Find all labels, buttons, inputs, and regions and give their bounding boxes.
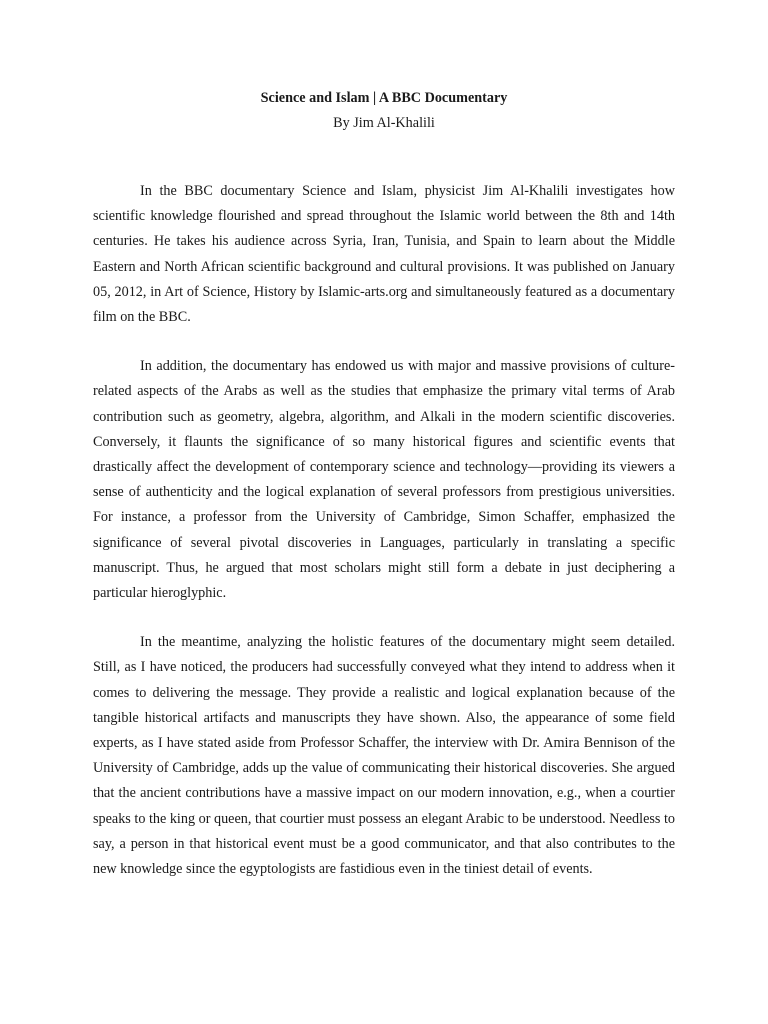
document-page — [93, 88, 675, 882]
document-author: By Jim Al-Khalili — [333, 115, 435, 131]
paragraph-1: In the BBC documentary Science and Islam, physicist Jim Al-Khalili investigates how scientific knowledge flourished and spread throughout the Islamic world between the 8th and 14th centuries. He takes his audience across Syria, Iran, Tunisia, and Spain to learn about the Middle Eastern and North African scientific background and cultural provisions. It was published on January 05, 2012, in Art of Science, History by Islamic-arts.org and simultaneously featured as a documentary film on the BBC. — [93, 183, 675, 326]
document-title: Science and Islam | A BBC Documentary — [260, 90, 508, 106]
paragraph-2: In addition, the documentary has endowed us with major and massive provisions of culture-related aspects of the Arabs as well as the studies that emphasize the primary vital terms of Arab contribution such as geometry, algebra, algorithm, and Alkali in the modern scientific discoveries. Conversely, it flaunts the significance of so many historical figures and scientific events that drastically affect the development of contemporary science and technology—providing its viewers a sense of authenticity and the logical explanation of several professors from prestigious universities. For instance, a professor from the University of Cambridge, Simon Schaffer, emphasized the significance of several pivotal discoveries in Languages, particularly in translating a specific manuscript. Thus, he argued that most scholars might still form a debate in just deciphering a particular hieroglyphic. — [93, 358, 675, 602]
paragraph-3: In the meantime, analyzing the holistic features of the documentary might seem detailed. Still, as I have noticed, the producers had successfully conveyed what they intend to address when it comes to delivering the message. They provide a realistic and logical explanation because of the tangible historical artifacts and manuscripts they have shown. Also, the appearance of some field experts, as I have stated aside from Professor Schaffer, the interview with Dr. Amira Bennison of the University of Cambridge, adds up the value of communicating their historical discoveries. She argued that the ancient contributions have a massive impact on our modern innovation, e.g., when a courtier speaks to the king or queen, that courtier must possess an elegant Arabic to be understood. Needless to say, a person in that historical event must be a good communicator, and that also contributes to the new knowledge since the egyptologists are fastidious even in the tiniest detail of events. — [93, 634, 675, 878]
